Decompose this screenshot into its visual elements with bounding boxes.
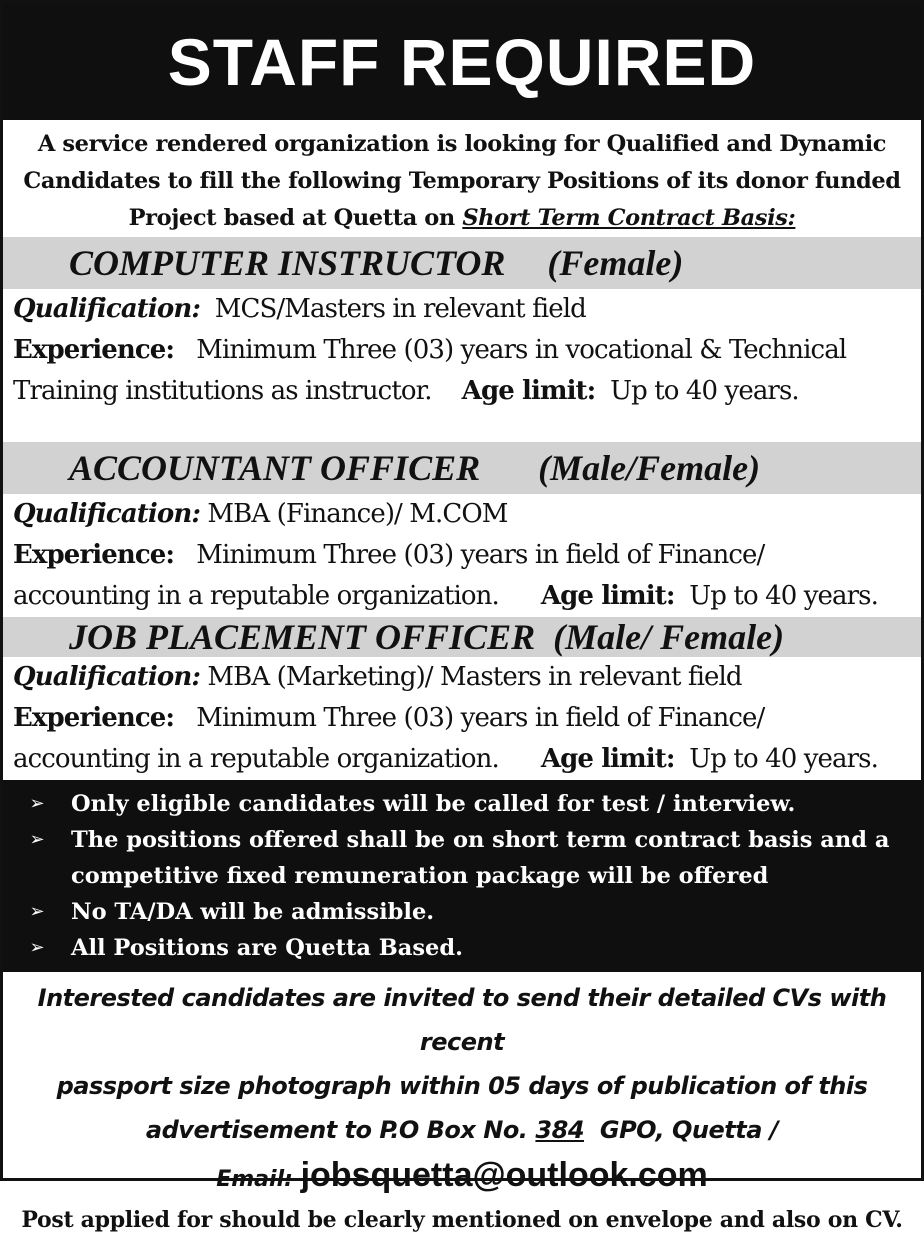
position-title: JOB PLACEMENT OFFICER xyxy=(69,617,536,657)
intro-line-3 xyxy=(3,200,921,237)
age-label: Age limit: xyxy=(540,744,675,774)
email-address[interactable]: jobsquetta@outlook.com xyxy=(300,1156,708,1194)
experience-label: Experience: xyxy=(13,703,175,733)
position-gender: (Male/Female) xyxy=(538,448,761,488)
age-value: Up to 40 years. xyxy=(689,581,878,611)
qualification-row xyxy=(3,494,921,535)
email-label: Email: xyxy=(216,1167,293,1192)
experience-age-row xyxy=(3,576,921,617)
qualification-row xyxy=(3,657,921,698)
final-note: Post applied for should be clearly mentioned on envelope and also on CV. xyxy=(21,1207,903,1233)
page-title: STAFF REQUIRED xyxy=(167,24,757,99)
intro-line-3-prefix: Project based at Quetta on xyxy=(128,205,463,231)
list-item xyxy=(3,894,921,930)
position-title-band xyxy=(3,442,921,494)
position-gender: (Female) xyxy=(547,243,684,283)
position-job-placement-officer xyxy=(3,617,921,780)
qualification-row xyxy=(3,289,921,330)
terms-list xyxy=(3,780,921,972)
experience-label: Experience: xyxy=(13,335,175,365)
position-title-band xyxy=(3,617,921,657)
po-box-number: 384 xyxy=(535,1116,585,1144)
qualification-label: Qualification: xyxy=(13,294,201,324)
list-item-line-1: The positions offered shall be on short term contract basis and a xyxy=(71,827,890,853)
experience-value-cont: Training institutions as instructor. xyxy=(13,376,432,406)
experience-value-cont: accounting in a reputable organization. xyxy=(13,581,499,611)
header-banner xyxy=(3,3,921,120)
position-title: ACCOUNTANT OFFICER xyxy=(69,448,481,488)
qualification-value: MBA (Marketing)/ Masters in relevant field xyxy=(207,662,742,692)
experience-row xyxy=(3,698,921,739)
application-instructions xyxy=(3,972,921,1237)
experience-value-cont: accounting in a reputable organization. xyxy=(13,744,499,774)
arrowhead-icon: ➢ xyxy=(29,793,45,814)
age-value: Up to 40 years. xyxy=(689,744,878,774)
experience-label: Experience: xyxy=(13,540,175,570)
list-item-line-2: competitive fixed remuneration package will be offered xyxy=(71,863,769,889)
qualification-label: Qualification: xyxy=(13,662,201,692)
experience-row xyxy=(3,535,921,576)
qualification-label: Qualification: xyxy=(13,499,201,529)
intro-text xyxy=(3,120,921,237)
experience-age-row xyxy=(3,371,921,412)
age-label: Age limit: xyxy=(540,581,675,611)
qualification-value: MCS/Masters in relevant field xyxy=(214,294,586,324)
position-title-band xyxy=(3,237,921,289)
experience-row xyxy=(3,330,921,371)
position-accountant-officer xyxy=(3,442,921,617)
list-item xyxy=(3,930,921,966)
arrowhead-icon: ➢ xyxy=(29,829,45,850)
list-item-text xyxy=(71,822,921,894)
arrowhead-icon: ➢ xyxy=(29,901,45,922)
instructions-line-2: passport size photograph within 05 days of publication of this xyxy=(56,1072,868,1100)
instructions-line-1: Interested candidates are invited to send their detailed CVs with recent xyxy=(37,984,887,1056)
position-computer-instructor xyxy=(3,237,921,442)
experience-value: Minimum Three (03) years in field of Finance/ xyxy=(196,540,765,570)
list-item-text: Only eligible candidates will be called for test / interview. xyxy=(71,791,796,817)
list-item xyxy=(3,822,921,894)
position-gender: (Male/ Female) xyxy=(553,617,785,657)
age-value: Up to 40 years. xyxy=(610,376,799,406)
experience-value: Minimum Three (03) years in vocational & Technical xyxy=(196,335,847,365)
po-box-suffix: GPO, Quetta / xyxy=(599,1116,779,1144)
age-label: Age limit: xyxy=(461,376,596,406)
contract-basis: Short Term Contract Basis: xyxy=(462,205,796,231)
experience-value: Minimum Three (03) years in field of Finance/ xyxy=(196,703,765,733)
list-item-text: All Positions are Quetta Based. xyxy=(71,935,463,961)
qualification-value: MBA (Finance)/ M.COM xyxy=(207,499,508,529)
list-item-text: No TA/DA will be admissible. xyxy=(71,899,435,925)
list-item xyxy=(3,786,921,822)
intro-line-1: A service rendered organization is looking for Qualified and Dynamic xyxy=(37,131,887,157)
position-title: COMPUTER INSTRUCTOR xyxy=(69,243,506,283)
po-box-prefix: advertisement to P.O Box No. xyxy=(145,1116,528,1144)
email-row xyxy=(3,1152,921,1203)
intro-line-2: Candidates to fill the following Temporary Positions of its donor funded xyxy=(23,168,901,194)
arrowhead-icon: ➢ xyxy=(29,937,45,958)
experience-age-row xyxy=(3,739,921,780)
instructions-line-3 xyxy=(3,1108,921,1152)
